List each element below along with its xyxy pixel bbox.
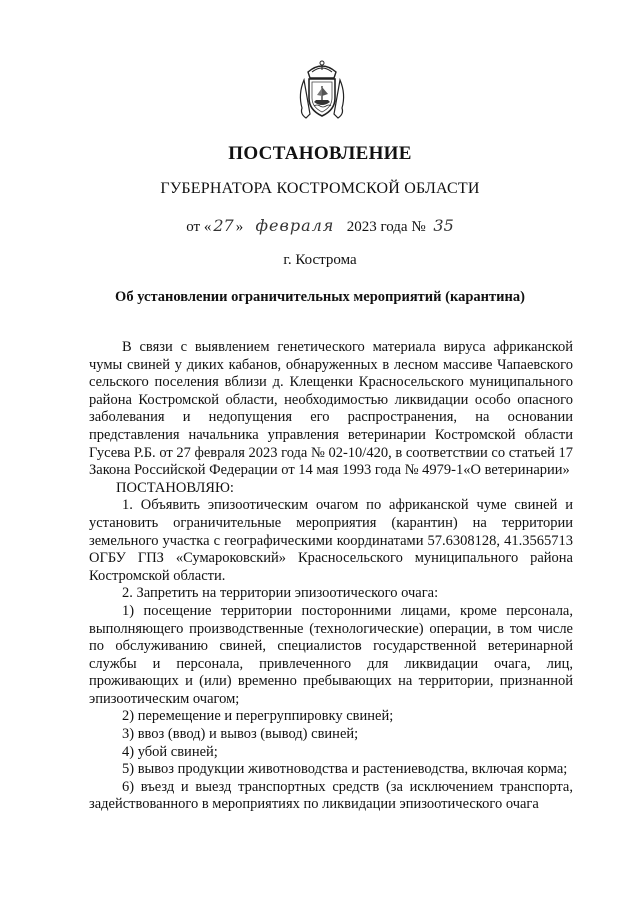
- date-year-text: 2023 года №: [346, 219, 426, 235]
- document-heading: Об установлении ограничительных мероприятий (карантина): [115, 289, 525, 305]
- issuer-subtitle: ГУБЕРНАТОРА КОСТРОМСКОЙ ОБЛАСТИ: [160, 180, 480, 197]
- date-prefix: от «: [186, 219, 212, 235]
- handwritten-day: 27: [213, 216, 234, 235]
- paragraph-item-1: 1. Объявить эпизоотическим очагом по африканской чуме свиней и установить ограничительные мероприятия (карантин) на территории земельного участка с географическими координатами 57.6308128, 41.3565713 ОГБУ ГПЗ «Сумароковский» Красносельского муниципального района Костромской области.: [89, 497, 573, 584]
- date-number-line: [0, 216, 640, 236]
- paragraph-subitem-1: 1) посещение территории посторонними лицами, кроме персонала, выполняющего производственные (технологические) операции, в том числе по обслуживанию свиней, специалистов государственной ветеринарной службы и персонала, привлеченного для ликвидации очага, лиц, проживающих и (или) временно пребывающих на территории, признанной эпизоотическим очагом;: [89, 602, 573, 707]
- paragraph-resolve: ПОСТАНОВЛЯЮ:: [116, 479, 234, 496]
- paragraph-subitem-4: 4) убой свиней;: [122, 743, 218, 760]
- document-title: ПОСТАНОВЛЕНИЕ: [228, 143, 412, 164]
- paragraph-subitem-5: 5) вывоз продукции животноводства и растениеводства, включая корма;: [122, 761, 568, 778]
- date-quote-close: »: [235, 219, 244, 235]
- paragraph-item-2: 2. Запретить на территории эпизоотического очага:: [122, 585, 439, 602]
- handwritten-doc-number: 35: [433, 216, 454, 235]
- kostroma-coat-of-arms-icon: [294, 58, 350, 122]
- document-body: [89, 339, 573, 814]
- paragraph-subitem-3: 3) ввоз (ввод) и вывоз (вывод) свиней;: [122, 726, 359, 743]
- paragraph-subitem-6: 6) въезд и выезд транспортных средств (за исключением транспорта, задействованного в мероприятиях по ликвидации эпизоотического очага: [89, 778, 573, 813]
- paragraph-subitem-2: 2) перемещение и перегруппировку свиней;: [122, 708, 394, 725]
- paragraph-preamble: В связи с выявлением генетического материала вируса африканской чумы свиней у диких кабанов, обнаруженных в лесном массиве Чапаевского сельского поселения вблизи д. Клещенки Красносельского муниципального района Костромской области, необходимостью ликвидации особо опасного заболевания и недопущения его распространения, на основании представления начальника управления ветеринарии Костромской области Гусева Р.Б. от 27 февраля 2023 года № 02-10/420, в соответствии со статьей 17 Закона Российской Федерации от 14 мая 1993 года № 4979-1«О ветеринарии»: [89, 339, 573, 479]
- city-line: г. Кострома: [283, 252, 357, 268]
- handwritten-month: февраля: [255, 216, 335, 235]
